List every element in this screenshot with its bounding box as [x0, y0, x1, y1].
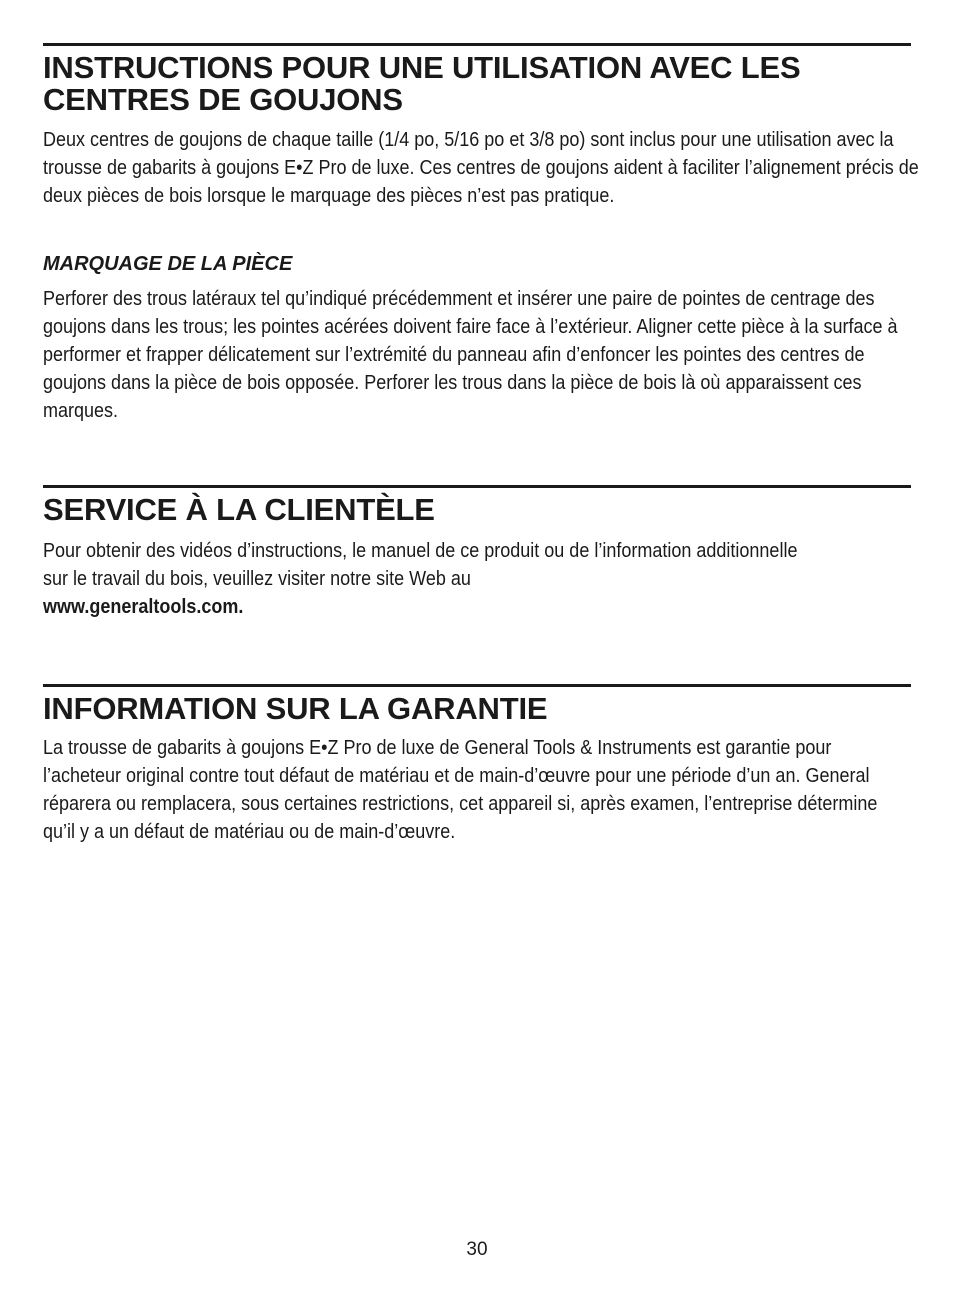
section-heading-dowel-centers: INSTRUCTIONS POUR UNE UTILISATION AVEC LES CENTRES DE GOUJONS: [43, 50, 801, 117]
section-heading-customer-service: SERVICE À LA CLIENTÈLE: [43, 492, 435, 527]
customer-service-paragraph: [43, 537, 826, 621]
customer-service-text: Pour obtenir des vidéos d’instructions, le manuel de ce produit ou de l’information additionnelle sur le travail du bois, veuillez visiter notre site Web au: [43, 540, 798, 590]
marking-paragraph: Perforer des trous latéraux tel qu’indiqué précédemment et insérer une paire de pointes de centrage des goujons dans les trous; les pointes acérées doivent faire face à l’extérieur. Aligner cette pièce à la surface à performer et frapper délicatement sur l’extrémité du panneau afin d’enfoncer les pointes des centres de goujons dans la pièce de bois opposée. Perforer les trous dans la pièce de bois là où apparaissent ces marques.: [43, 288, 898, 422]
warranty-paragraph: La trousse de gabarits à goujons E•Z Pro de luxe de General Tools & Instruments est garantie pour l’acheteur original contre tout défaut de matériau et de main-d’œuvre pour une période d’un an. General réparera ou remplacera, sous certaines restrictions, cet appareil si, après examen, l’entreprise détermine qu’il y a un défaut de matériau ou de main-d’œuvre.: [43, 737, 878, 843]
section-divider: [43, 43, 911, 46]
section-divider: [43, 485, 911, 488]
page-number: 30: [466, 1239, 488, 1260]
section-heading-warranty: INFORMATION SUR LA GARANTIE: [43, 691, 548, 726]
subheading-marking: MARQUAGE DE LA PIÈCE: [43, 253, 293, 275]
section-divider: [43, 684, 911, 687]
website-link[interactable]: www.generaltools.com.: [43, 596, 244, 618]
dowel-centers-paragraph: Deux centres de goujons de chaque taille (1/4 po, 5/16 po et 3/8 po) sont inclus pour une utilisation avec la trousse de gabarits à goujons E•Z Pro de luxe. Ces centres de goujons aident à faciliter l’alignement précis de deux pièces de bois lorsque le marquage des pièces n’est pas pratique.: [43, 129, 919, 207]
